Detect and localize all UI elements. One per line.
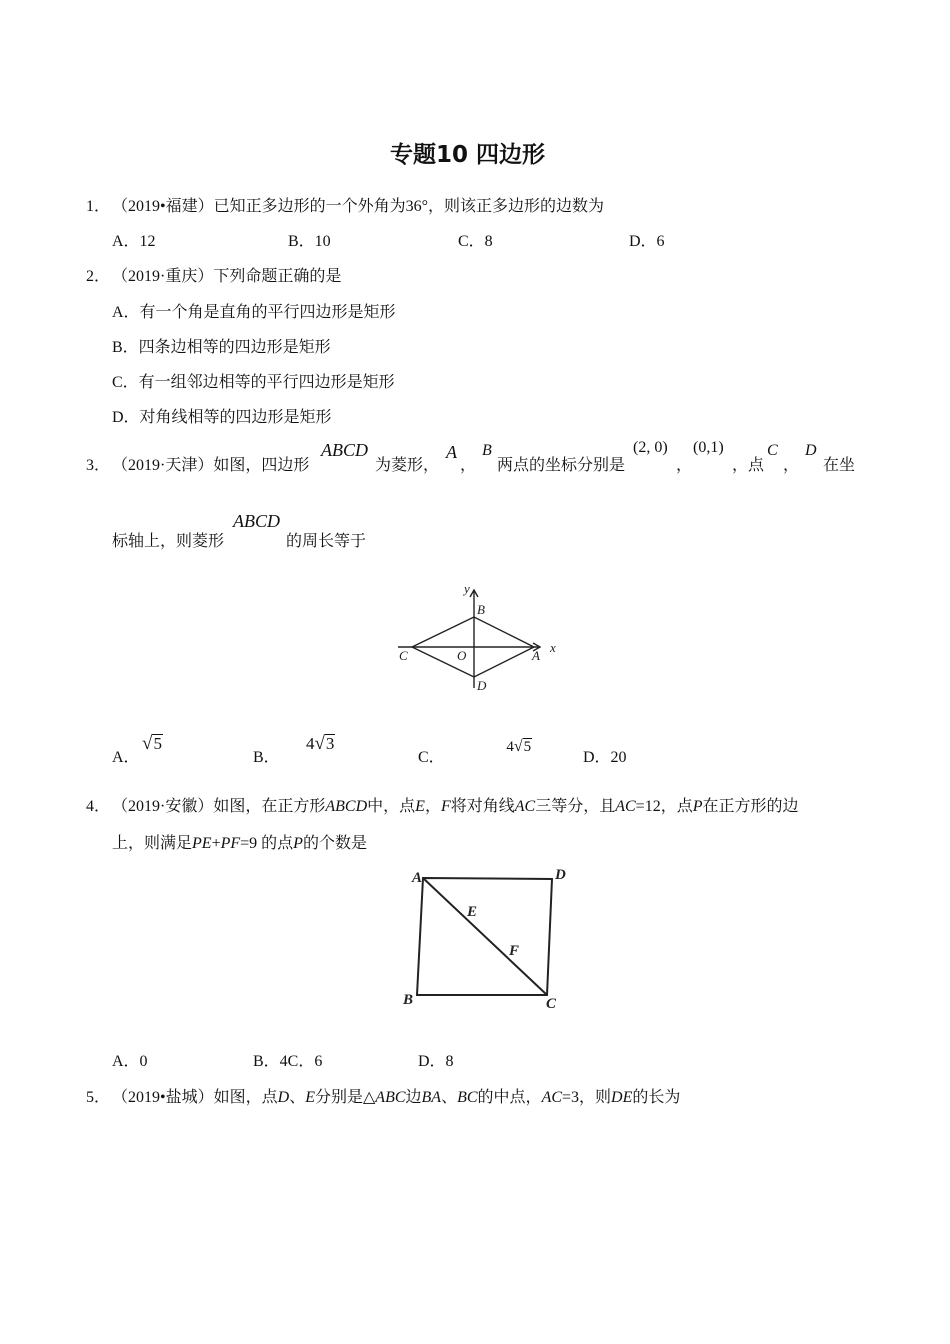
q1-stem [86, 193, 604, 216]
q3-option-b-radicand: 3 [325, 734, 335, 753]
q4-text-10: 的个数是 [302, 835, 367, 852]
q4-square-figure [395, 862, 580, 1014]
q4-option-a: A．0 [112, 1053, 148, 1070]
q3-point-d: D [805, 442, 817, 459]
q3-option-c-label: C． [418, 749, 445, 766]
q3-comma-3: ， [783, 457, 800, 474]
q4-text-4: 将对角线 [450, 798, 515, 815]
q4-f: F [440, 798, 451, 815]
q4-p-2: P [293, 835, 303, 852]
q3-label-c: C [399, 648, 408, 663]
q3-coord-a: (2, 0) [633, 439, 668, 456]
q4-option-d: D．8 [418, 1053, 454, 1070]
q1-option-d: D．6 [629, 233, 665, 250]
q3-abcd-2: ABCD [233, 511, 280, 531]
q3-label-a: A [532, 648, 540, 663]
q5-text-6: 的中点， [477, 1089, 542, 1106]
page-title: 专题10 四边形 [390, 142, 546, 168]
q3-option-c [418, 744, 445, 767]
q2-option-c: C．有一组邻边相等的平行四边形是矩形 [112, 374, 395, 391]
q3-option-b-coef: 4 [305, 734, 315, 753]
q3-option-a [112, 744, 140, 767]
q4-ac: AC [514, 798, 536, 815]
q4-number: 4． [86, 798, 111, 815]
q3-comma-1: ， [460, 457, 477, 474]
q5-number: 5． [86, 1089, 111, 1106]
q5-text-7: =3，则 [562, 1089, 612, 1106]
q5-text-1: （2019•盐城）如图，点 [120, 1089, 278, 1106]
q4-label-f: F [509, 943, 520, 959]
q5-text-2: 、 [289, 1089, 306, 1106]
q2-option-b: B．四条边相等的四边形是矩形 [112, 339, 331, 356]
q3-option-a-label: A． [112, 749, 140, 766]
q3-label-x: x [550, 640, 556, 655]
q3-option-c-radicand: 5 [523, 739, 532, 755]
q5-abc: ABC [375, 1089, 406, 1106]
q4-ac-2: AC [615, 798, 636, 815]
q4-stem-line2 [112, 830, 367, 853]
q4-stem-line1 [86, 793, 799, 816]
q4-label-e: E [467, 904, 478, 920]
q3-point-b: B [482, 442, 492, 459]
q3-label-d: D [477, 678, 487, 693]
q5-text-3: 分别是△ [314, 1089, 376, 1106]
q3-point-c: C [767, 442, 778, 459]
q4-text-3: ， [424, 798, 441, 815]
q1-option-c: C．8 [458, 233, 493, 250]
q2-option-d: D．对角线相等的四边形是矩形 [112, 409, 332, 426]
q3-option-b-label: B． [253, 749, 280, 766]
q4-plus: + [211, 835, 221, 852]
q1-option-a: A．12 [112, 233, 156, 250]
q5-stem [86, 1084, 680, 1107]
q3-point-a: A [446, 442, 457, 462]
q5-ba: BA [421, 1089, 442, 1106]
q3-text-2: 两点的坐标分别是 [497, 457, 626, 474]
q2-text: （2019·重庆）下列命题正确的是 [120, 268, 342, 285]
q4-text-5: 三等分，且 [535, 798, 616, 815]
q3-comma-2: ， [676, 457, 693, 474]
q4-text-6: =12，点 [635, 798, 693, 815]
q5-d: D [277, 1089, 290, 1106]
q4-text-2: 中，点 [367, 798, 416, 815]
q4-p: P [692, 798, 703, 815]
q4-text-9: =9 的点 [240, 835, 294, 852]
q2-number: 2． [86, 268, 111, 285]
q5-text-4: 边 [405, 1089, 422, 1106]
q3-option-b-value: 4√3 [305, 733, 335, 754]
q3-coord-b: (0,1) [693, 439, 724, 456]
q3-option-d: D．20 [583, 749, 627, 766]
q1-text: （2019•福建）已知正多边形的一个外角为36°，则该正多边形的边数为 [120, 198, 605, 215]
q4-option-b: B．4C．6 [253, 1053, 323, 1070]
q3-text-3: ，点 [732, 457, 765, 474]
q3-label-b: B [477, 602, 485, 617]
q2-stem [86, 263, 341, 286]
q3-line2-b: 的周长等于 [286, 533, 367, 550]
q3-label-o: O [457, 648, 467, 663]
q3-text-1: 为菱形， [375, 457, 440, 474]
q3-abcd: ABCD [321, 440, 368, 460]
q3-text-4: 在坐 [823, 457, 856, 474]
q3-label-y: y [464, 581, 470, 596]
q4-pf: PF [220, 835, 241, 852]
q5-text-5: 、 [441, 1089, 458, 1106]
q3-number: 3． [86, 457, 111, 474]
q3-option-b [253, 744, 280, 767]
q5-bc: BC [457, 1089, 478, 1106]
q4-label-c: C [546, 996, 557, 1012]
q3-option-a-radicand: 5 [153, 734, 162, 753]
q4-label-d: D [555, 867, 566, 883]
q2-option-a: A．有一个角是直角的平行四边形是矩形 [112, 304, 396, 321]
q3-line2-a: 标轴上，则菱形 [112, 533, 225, 550]
q4-e: E [415, 798, 425, 815]
q4-label-a: A [412, 870, 423, 886]
q4-text-7: 在正方形的边 [702, 798, 799, 815]
q3-option-c-value: 4√5 [506, 738, 532, 755]
q3-option-c-coef: 4 [506, 739, 514, 755]
q3-source: （2019·天津）如图，四边形 [112, 457, 310, 474]
q4-label-b: B [403, 992, 414, 1008]
q4-text-1: （2019·安徽）如图，在正方形 [120, 798, 326, 815]
q4-pe: PE [192, 835, 212, 852]
q5-ac: AC [541, 1089, 563, 1106]
q1-number: 1． [86, 198, 111, 215]
q5-text-8: 的长为 [632, 1089, 681, 1106]
q3-option-a-value: √5 [142, 733, 162, 754]
q4-text-8: 上，则满足 [112, 835, 193, 852]
q4-abcd: ABCD [325, 798, 368, 815]
q5-de: DE [611, 1089, 633, 1106]
q5-e: E [305, 1089, 315, 1106]
diagonal-ac [423, 878, 547, 995]
q3-rhombus-figure [390, 578, 570, 693]
q1-option-b: B．10 [288, 233, 331, 250]
